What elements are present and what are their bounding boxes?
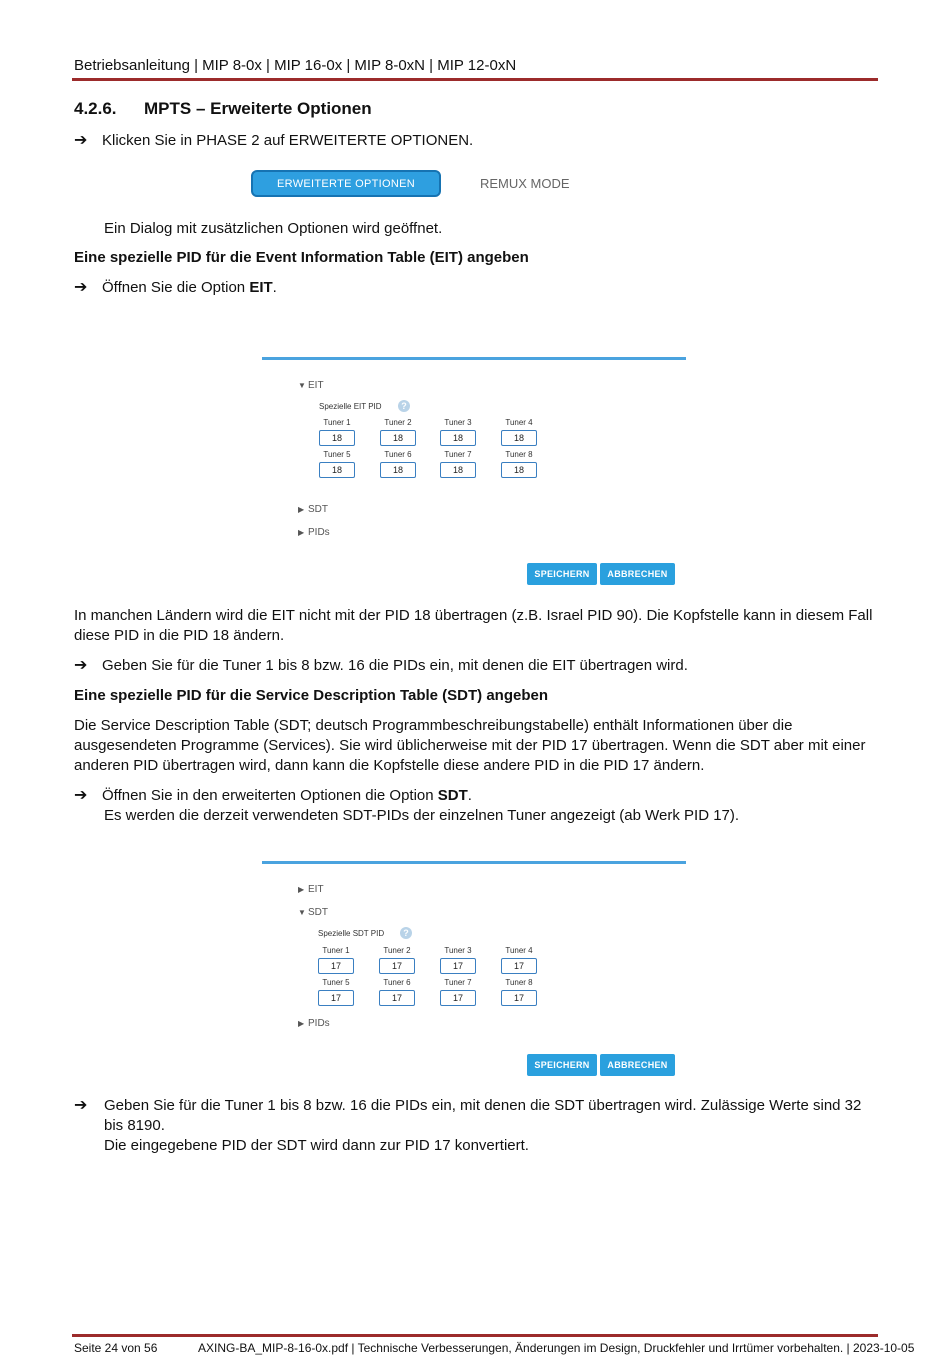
- arrow-icon: ➔: [74, 1097, 88, 1114]
- section-eit-collapsed[interactable]: [298, 884, 324, 895]
- dialog-topbar: [262, 357, 686, 360]
- tuner-pid-input[interactable]: 18: [319, 430, 355, 446]
- tuner-pid-input[interactable]: 18: [501, 430, 537, 446]
- erweiterte-optionen-button[interactable]: ERWEITERTE OPTIONEN: [251, 170, 441, 197]
- tuner-label: Tuner 8: [505, 450, 533, 459]
- step-suffix: .: [467, 787, 472, 804]
- page-number: Seite 24 von 56: [74, 1341, 158, 1355]
- tuner-pid-input[interactable]: 17: [318, 958, 354, 974]
- step-bold: SDT: [437, 787, 468, 804]
- dialog-topbar: [262, 861, 686, 864]
- header-rule: [72, 78, 878, 81]
- section-label: SDT: [308, 504, 328, 515]
- save-button[interactable]: SPEICHERN: [527, 563, 597, 585]
- section-pids-collapsed[interactable]: [298, 527, 330, 538]
- step-enter-eit-pids: [74, 656, 688, 676]
- step-open-eit: [74, 278, 277, 298]
- step-note: Die eingegebene PID der SDT wird dann zur PID 17 konvertiert.: [104, 1137, 529, 1154]
- step-text: Öffnen Sie in den erweiterten Optionen die Option: [102, 787, 438, 804]
- tuner-label: Tuner 1: [322, 946, 350, 955]
- tuner-pid-input[interactable]: 17: [440, 958, 476, 974]
- section-label: EIT: [308, 884, 324, 895]
- tuner-pid-input[interactable]: 18: [440, 462, 476, 478]
- tuner-label: Tuner 2: [384, 418, 412, 427]
- tuner-label: Tuner 3: [444, 946, 472, 955]
- triangle-down-icon: ▼: [298, 908, 306, 917]
- tuner-label: Tuner 1: [323, 418, 351, 427]
- tuner-label: Tuner 3: [444, 418, 472, 427]
- tuner-pid-input[interactable]: 18: [380, 430, 416, 446]
- tuner-pid-input[interactable]: 18: [380, 462, 416, 478]
- eit-dialog: [262, 357, 686, 595]
- section-title: [74, 99, 372, 119]
- save-button[interactable]: SPEICHERN: [527, 1054, 597, 1076]
- section-label: PIDs: [308, 1018, 330, 1029]
- step-enter-sdt-pids: [74, 1096, 864, 1156]
- special-sdt-pid-label: Spezielle SDT PID: [318, 929, 385, 938]
- tuner-label: Tuner 7: [444, 978, 472, 987]
- tuner-pid-input[interactable]: 18: [501, 462, 537, 478]
- arrow-icon: ➔: [74, 279, 88, 296]
- step-text: Klicken Sie in PHASE 2 auf ERWEITERTE OPTIONEN.: [102, 132, 474, 149]
- step-text: Geben Sie für die Tuner 1 bis 8 bzw. 16 die PIDs ein, mit denen die EIT übertragen wird.: [102, 657, 688, 674]
- dialog-opens-text: Ein Dialog mit zusätzlichen Optionen wird geöffnet.: [104, 220, 443, 237]
- tuner-pid-input[interactable]: 17: [501, 958, 537, 974]
- triangle-right-icon: ▶: [298, 1019, 305, 1028]
- step-click-erweiterte: [74, 131, 473, 151]
- section-eit-expanded[interactable]: [298, 380, 324, 391]
- step-open-sdt: [74, 786, 472, 806]
- section-label: SDT: [308, 907, 328, 918]
- arrow-icon: ➔: [74, 787, 88, 804]
- step-open-sdt-note: Es werden die derzeit verwendeten SDT-PIDs der einzelnen Tuner angezeigt (ab Werk PID 17).: [104, 807, 740, 824]
- heading-eit: Eine spezielle PID für die Event Information Table (EIT) angeben: [74, 249, 529, 266]
- special-eit-pid-label: Spezielle EIT PID: [319, 402, 382, 411]
- footer-note: AXING-BA_MIP-8-16-0x.pdf | Technische Verbesserungen, Änderungen im Design, Druckfehler und Irrtümer vorbehalten. | 2023-10-05: [198, 1341, 915, 1355]
- tuner-label: Tuner 6: [384, 450, 412, 459]
- step-text: Öffnen Sie die Option: [102, 279, 250, 296]
- footer-rule: [72, 1334, 878, 1337]
- step-suffix: .: [272, 279, 277, 296]
- tuner-pid-input[interactable]: 17: [440, 990, 476, 1006]
- eit-explanation: In manchen Ländern wird die EIT nicht mit der PID 18 übertragen (z.B. Israel PID 90). Die Kopfstelle kann in diesem Fall diese PID in die PID 18 ändern.: [74, 607, 873, 644]
- help-icon[interactable]: ?: [400, 927, 412, 939]
- section-label: PIDs: [308, 527, 330, 538]
- heading-sdt: Eine spezielle PID für die Service Description Table (SDT) angeben: [74, 687, 549, 704]
- tuner-pid-input[interactable]: 17: [501, 990, 537, 1006]
- section-sdt-expanded[interactable]: [298, 907, 328, 918]
- help-icon[interactable]: ?: [398, 400, 410, 412]
- sdt-dialog: [262, 861, 686, 1087]
- running-header: Betriebsanleitung | MIP 8-0x | MIP 16-0x | MIP 8-0xN | MIP 12-0xN: [74, 57, 517, 74]
- tuner-label: Tuner 4: [505, 418, 533, 427]
- section-label: EIT: [308, 380, 324, 391]
- cancel-button[interactable]: ABBRECHEN: [600, 1054, 675, 1076]
- tuner-pid-input[interactable]: 17: [379, 990, 415, 1006]
- arrow-icon: ➔: [74, 657, 88, 674]
- tuner-label: Tuner 6: [383, 978, 411, 987]
- tuner-label: Tuner 5: [322, 978, 350, 987]
- tuner-label: Tuner 5: [323, 450, 351, 459]
- cancel-button[interactable]: ABBRECHEN: [600, 563, 675, 585]
- tuner-pid-input[interactable]: 18: [319, 462, 355, 478]
- triangle-down-icon: ▼: [298, 381, 306, 390]
- step-bold: EIT: [249, 279, 273, 296]
- tuner-label: Tuner 2: [383, 946, 411, 955]
- tuner-pid-input[interactable]: 17: [379, 958, 415, 974]
- tuner-label: Tuner 8: [505, 978, 533, 987]
- section-sdt-collapsed[interactable]: [298, 504, 328, 515]
- section-number: 4.2.6.: [74, 99, 117, 118]
- triangle-right-icon: ▶: [298, 505, 305, 514]
- tuner-label: Tuner 7: [444, 450, 472, 459]
- remux-mode-button[interactable]: REMUX MODE: [480, 176, 570, 191]
- section-title-text: MPTS – Erweiterte Optionen: [144, 99, 372, 118]
- tuner-pid-input[interactable]: 17: [318, 990, 354, 1006]
- step-text: Geben Sie für die Tuner 1 bis 8 bzw. 16 die PIDs ein, mit denen die SDT übertragen wird. Zulässige Werte sind 32 bis 8190.: [104, 1097, 862, 1134]
- section-pids-collapsed[interactable]: [298, 1018, 330, 1029]
- tuner-pid-input[interactable]: 18: [440, 430, 476, 446]
- tuner-label: Tuner 4: [505, 946, 533, 955]
- sdt-explanation: Die Service Description Table (SDT; deutsch Programmbeschreibungstabelle) enthält Informationen über die ausgesendeten Programme (Services). Sie wird üblicherweise mit der PID 17 übertragen. Wenn die SDT aber mit einer anderen PID übertragen wird, dann kann die Kopfstelle diese andere PID in die PID 17 ändern.: [74, 717, 866, 774]
- triangle-right-icon: ▶: [298, 528, 305, 537]
- triangle-right-icon: ▶: [298, 885, 305, 894]
- arrow-icon: ➔: [74, 132, 88, 149]
